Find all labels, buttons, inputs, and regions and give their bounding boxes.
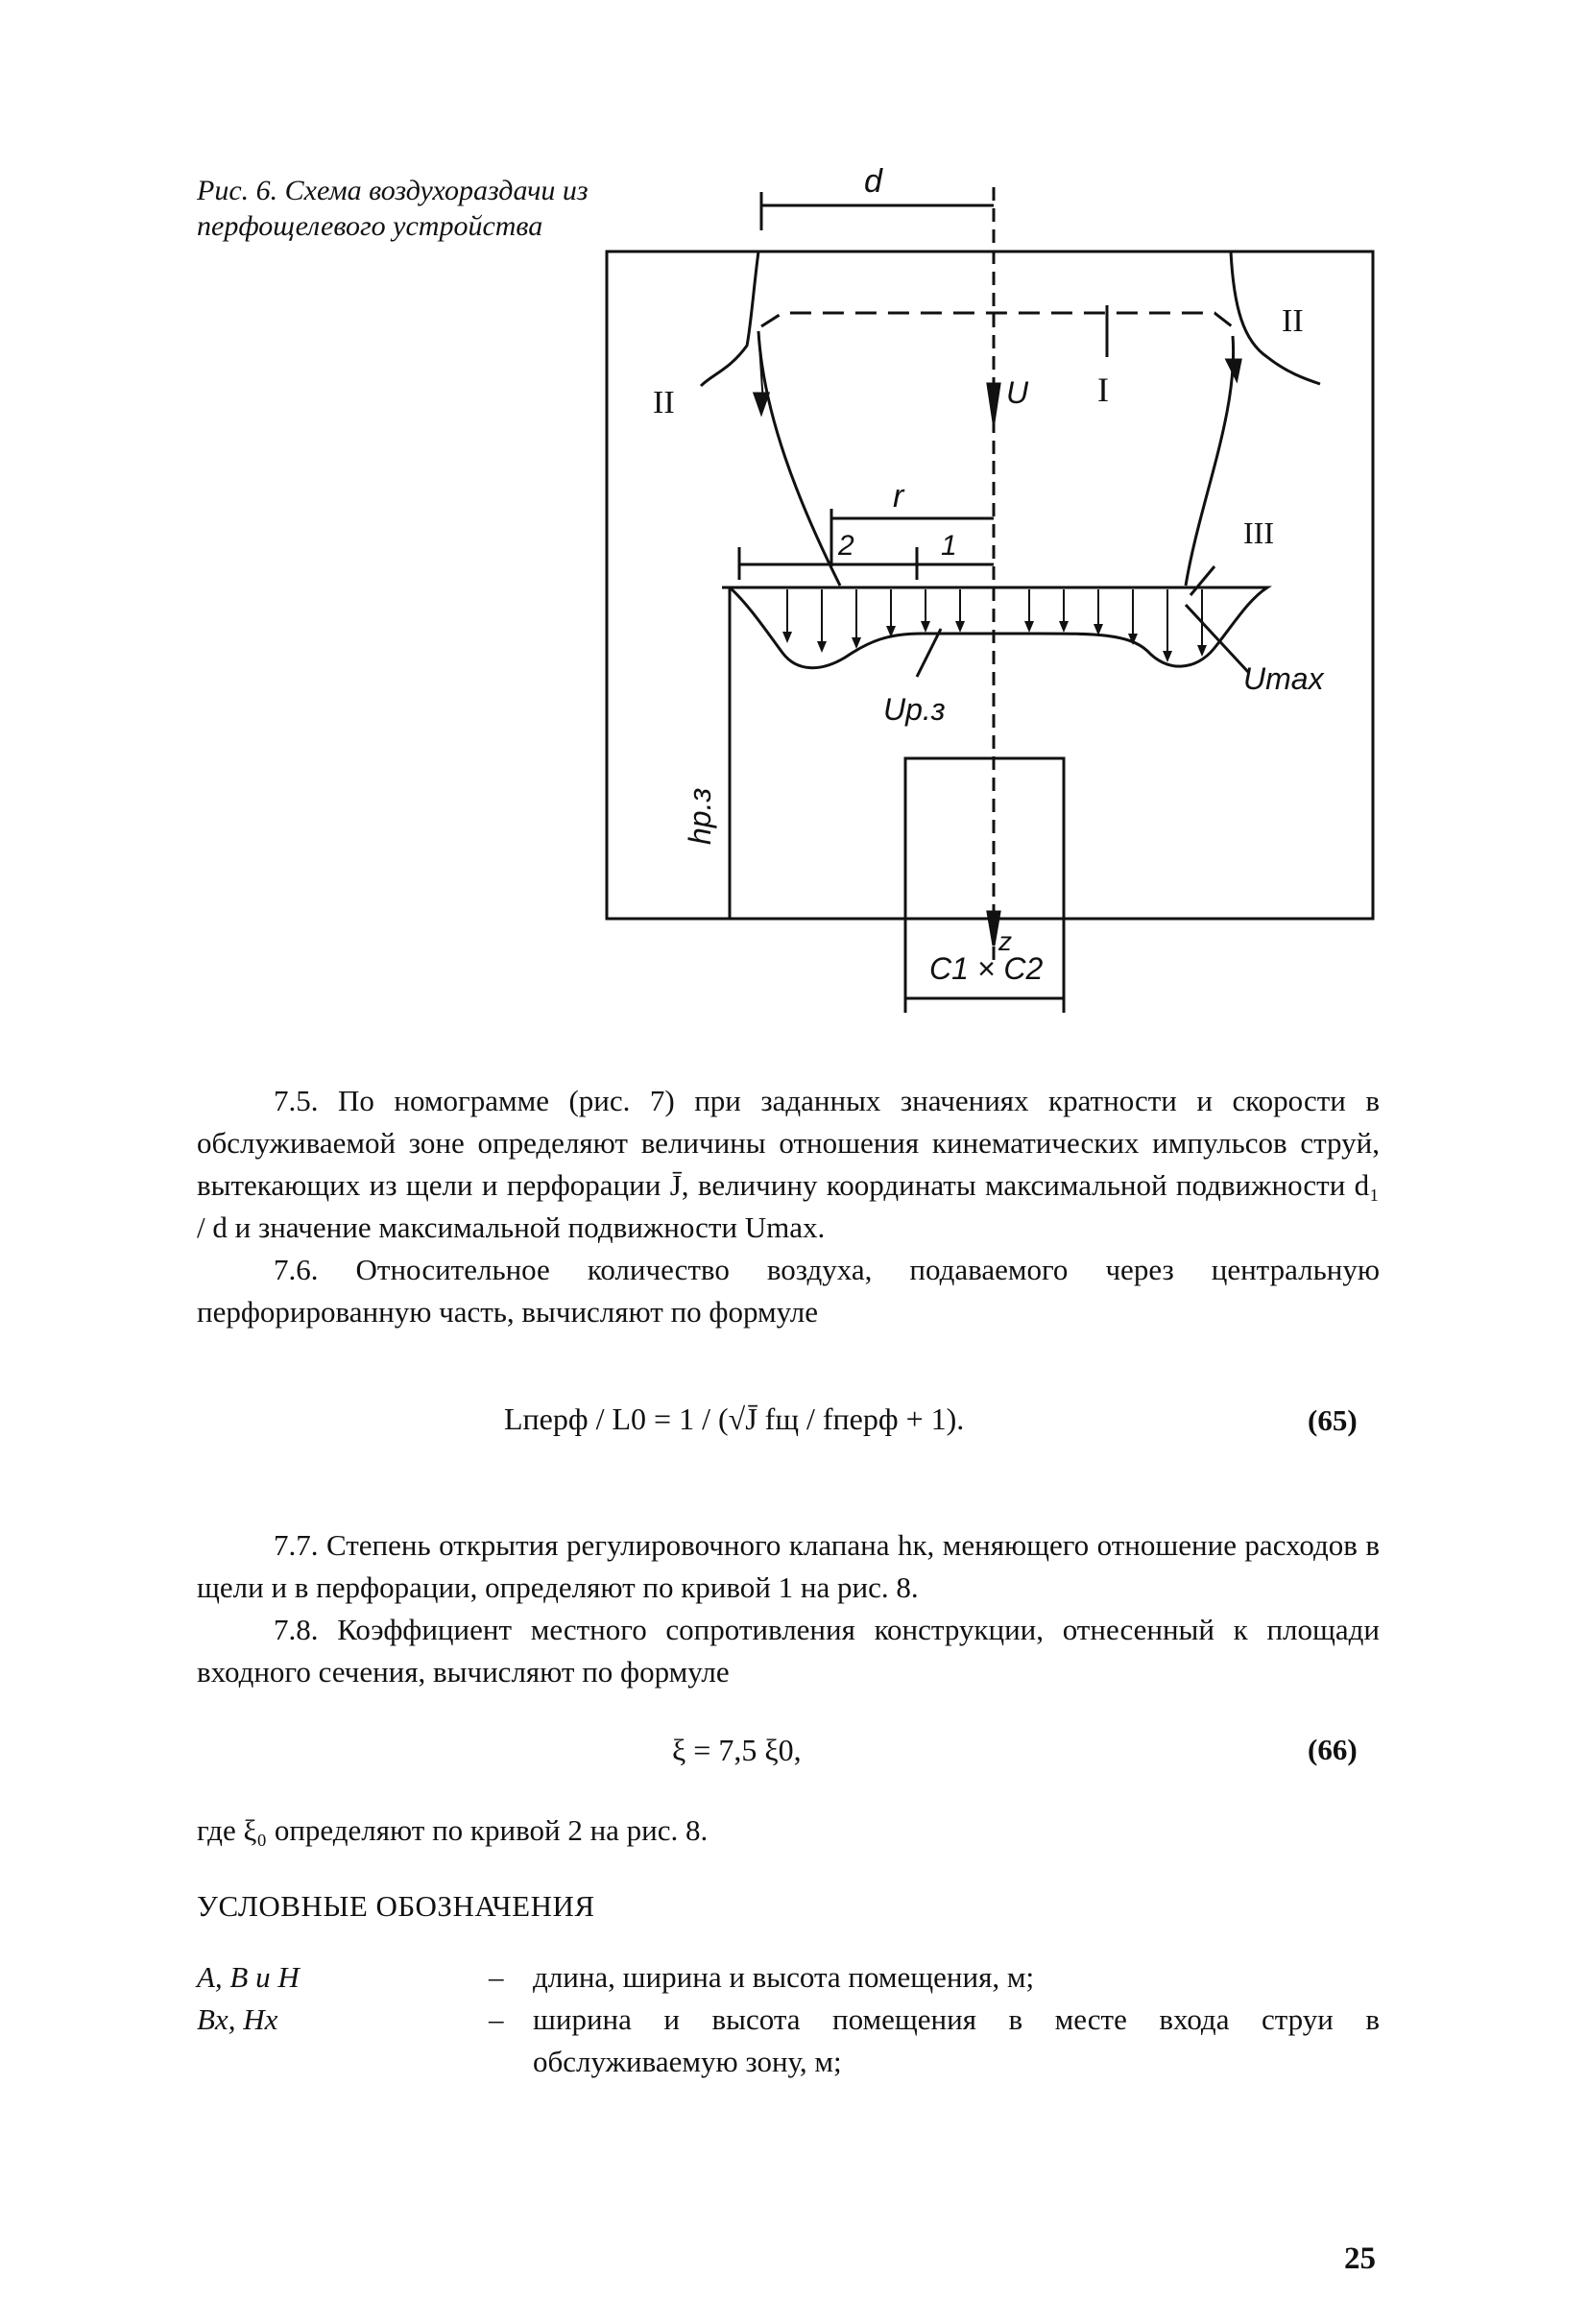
formula-66: ξ = 7,5 ξ0, [672,1733,802,1767]
label-1: 1 [941,530,957,562]
legend-row [197,1956,1380,1999]
velocity-profile [730,587,1267,668]
formula-65: Lперф / L0 = 1 / (√J̄ fщ / fперф + 1). [504,1402,965,1436]
label-c1-c2: C1 × C2 [929,951,1044,986]
legend-heading: УСЛОВНЫЕ ОБОЗНАЧЕНИЯ [197,1889,595,1923]
paragraph-7-6: 7.6. Относительное количество воздуха, подаваемого через центральную перфорированную часть, вычисляют по формуле [197,1253,1380,1329]
label-2: 2 [838,530,854,562]
legend-row [197,1999,1380,2083]
left-duct-wall [701,252,758,386]
label-h-rz: hp.з [683,787,717,845]
workplace-outline [905,758,1064,919]
legend-symbol: Bx, Hx [197,2002,278,2036]
paragraph-7-8: 7.8. Коэффициент местного сопротивления конструкции, отнесенный к площади входного сечения, вычисляют по формуле [197,1613,1380,1689]
right-jet-line [1186,336,1234,586]
paragraph-7-5: 7.5. По номограмме (рис. 7) при заданных значениях кратности и скорости в обслуживаемой зоне определяют величины отношения кинематических импульсов струй, вытекающих из щели и перфорации J̄, величину координаты максимальной подвижности d₁ / d и значение максимальной подвижности Umax. [197,1084,1380,1244]
paragraph-7-5-block [197,1080,1380,1333]
label-d: d [864,163,882,200]
legend-symbol: A, B и H [197,1960,300,1994]
where-line: где ξ₀ определяют по кривой 2 на рис. 8. [197,1813,709,1847]
figure-6-diagram [0,0,1587,1056]
paragraph-7-7: 7.7. Степень открытия регулировочного клапана hк, меняющего отношение расходов в щели и в перфорации, определяют по кривой 1 на рис. 8. [197,1528,1380,1604]
where-line-block [197,1809,1380,1852]
right-duct-wall [1231,252,1320,384]
legend-dash: – [489,1960,504,1994]
legend-dash: – [489,2002,504,2036]
label-z: z [998,926,1012,956]
label-iii: III [1243,515,1274,550]
room-outline [607,252,1373,919]
label-u: U [1006,375,1029,410]
legend-description: ширина и высота помещения в месте входа струи в обслуживаемую зону, м; [533,2002,1380,2078]
formula-65-number: (65) [1308,1403,1358,1437]
formula-66-number: (66) [1308,1733,1358,1766]
label-ii-right: II [1282,303,1304,339]
label-u-rz: Up.з [883,692,946,727]
paragraph-7-7-block [197,1524,1380,1693]
label-r: r [893,478,904,515]
perforated-panel [761,313,1232,326]
label-ii-left: II [653,385,675,420]
figure-caption: Рис. 6. Схема воздухораздачи из перфощелевого устройства [197,175,589,242]
page-number: 25 [1344,2241,1376,2276]
label-i: I [1097,371,1109,409]
label-u-max: Umax [1243,661,1324,696]
legend-description: длина, ширина и высота помещения, м; [533,1960,1035,1994]
left-jet-line [758,331,840,586]
